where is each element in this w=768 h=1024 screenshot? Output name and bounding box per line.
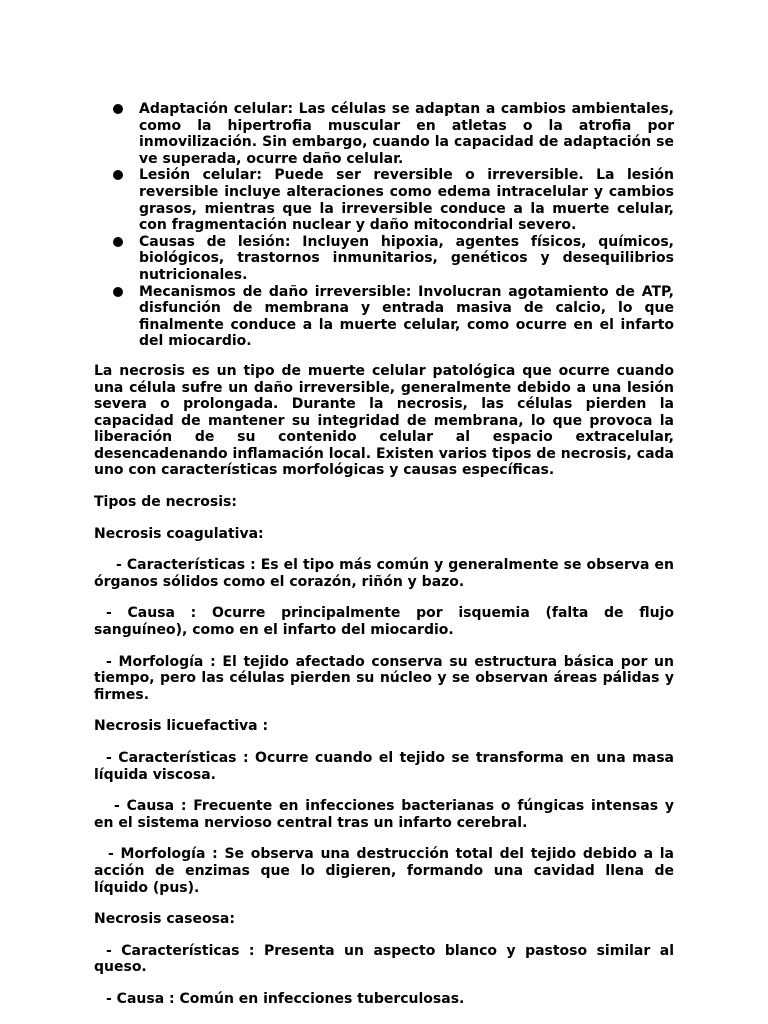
licuefactiva-caracteristicas: - Características : Ocurre cuando el tejido se transforma en una masa líquida viscosa. [94, 750, 674, 783]
coagulativa-causa: - Causa : Ocurre principalmente por isquemia (falta de flujo sanguíneo), como en el infarto del miocardio. [94, 605, 674, 639]
licuefactiva-causa: - Causa : Frecuente en infecciones bacterianas o fúngicas intensas y en el sistema nervioso central tras un infarto cerebral. [94, 798, 674, 831]
bullet-list [94, 101, 674, 350]
caseosa-causa: - Causa : Común en infecciones tuberculosas. [106, 990, 465, 1007]
bullet-item-causas [139, 234, 674, 284]
bullet-dot-icon [113, 287, 123, 297]
coagulativa-morfologia: - Morfología : El tejido afectado conserva su estructura básica por un tiempo, pero las células pierden su núcleo y se observan áreas pálidas y firmes. [94, 653, 674, 703]
intro-paragraph: La necrosis es un tipo de muerte celular patológica que ocurre cuando una célula sufre un daño irreversible, generalmente debido a una lesión severa o prolongada. Durante la necrosis, las células pierden la capacidad de mantener su integridad de membrana, lo que provoca la liberación de su contenido celular al espacio extracelular, desencadenando inflamación local. Existen varios tipos de necrosis, cada uno con características morfológicas y causas específicas. [94, 362, 674, 479]
types-heading: Tipos de necrosis: [94, 494, 237, 511]
bullet-text: Adaptación celular: Las células se adaptan a cambios ambientales, como la hipertrofia muscular en atletas o la atrofia por inmovilización. Sin embargo, cuando la capacidad de adaptación se ve superada, ocurre daño celular. [139, 101, 674, 167]
coagulativa-heading: Necrosis coagulativa: [94, 525, 264, 542]
bullet-item-adaptacion [139, 101, 674, 167]
bullet-item-mecanismos [139, 284, 674, 350]
bullet-item-lesion [139, 167, 674, 233]
bullet-dot-icon [113, 170, 123, 180]
licuefactiva-heading: Necrosis licuefactiva : [94, 718, 269, 735]
bullet-dot-icon [113, 237, 123, 247]
coagulativa-caracteristicas: - Características : Es el tipo más común y generalmente se observa en órganos sólidos como el corazón, riñón y bazo. [94, 557, 674, 590]
licuefactiva-morfologia: - Morfología : Se observa una destrucción total del tejido debido a la acción de enzimas que lo digieren, formando una cavidad llena de líquido (pus). [94, 846, 674, 896]
bullet-text: Lesión celular: Puede ser reversible o irreversible. La lesión reversible incluye alteraciones como edema intracelular y cambios grasos, mientras que la irreversible conduce a la muerte celular, con fragmentación nuclear y daño mitocondrial severo. [139, 167, 674, 234]
bullet-text: Mecanismos de daño irreversible: Involucran agotamiento de ATP, disfunción de membrana y entrada masiva de calcio, lo que finalmente conduce a la muerte celular, como ocurre en el infarto del miocardio. [139, 283, 674, 350]
bullet-text: Causas de lesión: Incluyen hipoxia, agentes físicos, químicos, biológicos, trastornos inmunitarios, genéticos y desequilibrios nutricionales. [139, 233, 674, 283]
bullet-dot-icon [113, 104, 123, 114]
caseosa-caracteristicas: - Características : Presenta un aspecto blanco y pastoso similar al queso. [94, 942, 674, 976]
caseosa-heading: Necrosis caseosa: [94, 911, 235, 928]
